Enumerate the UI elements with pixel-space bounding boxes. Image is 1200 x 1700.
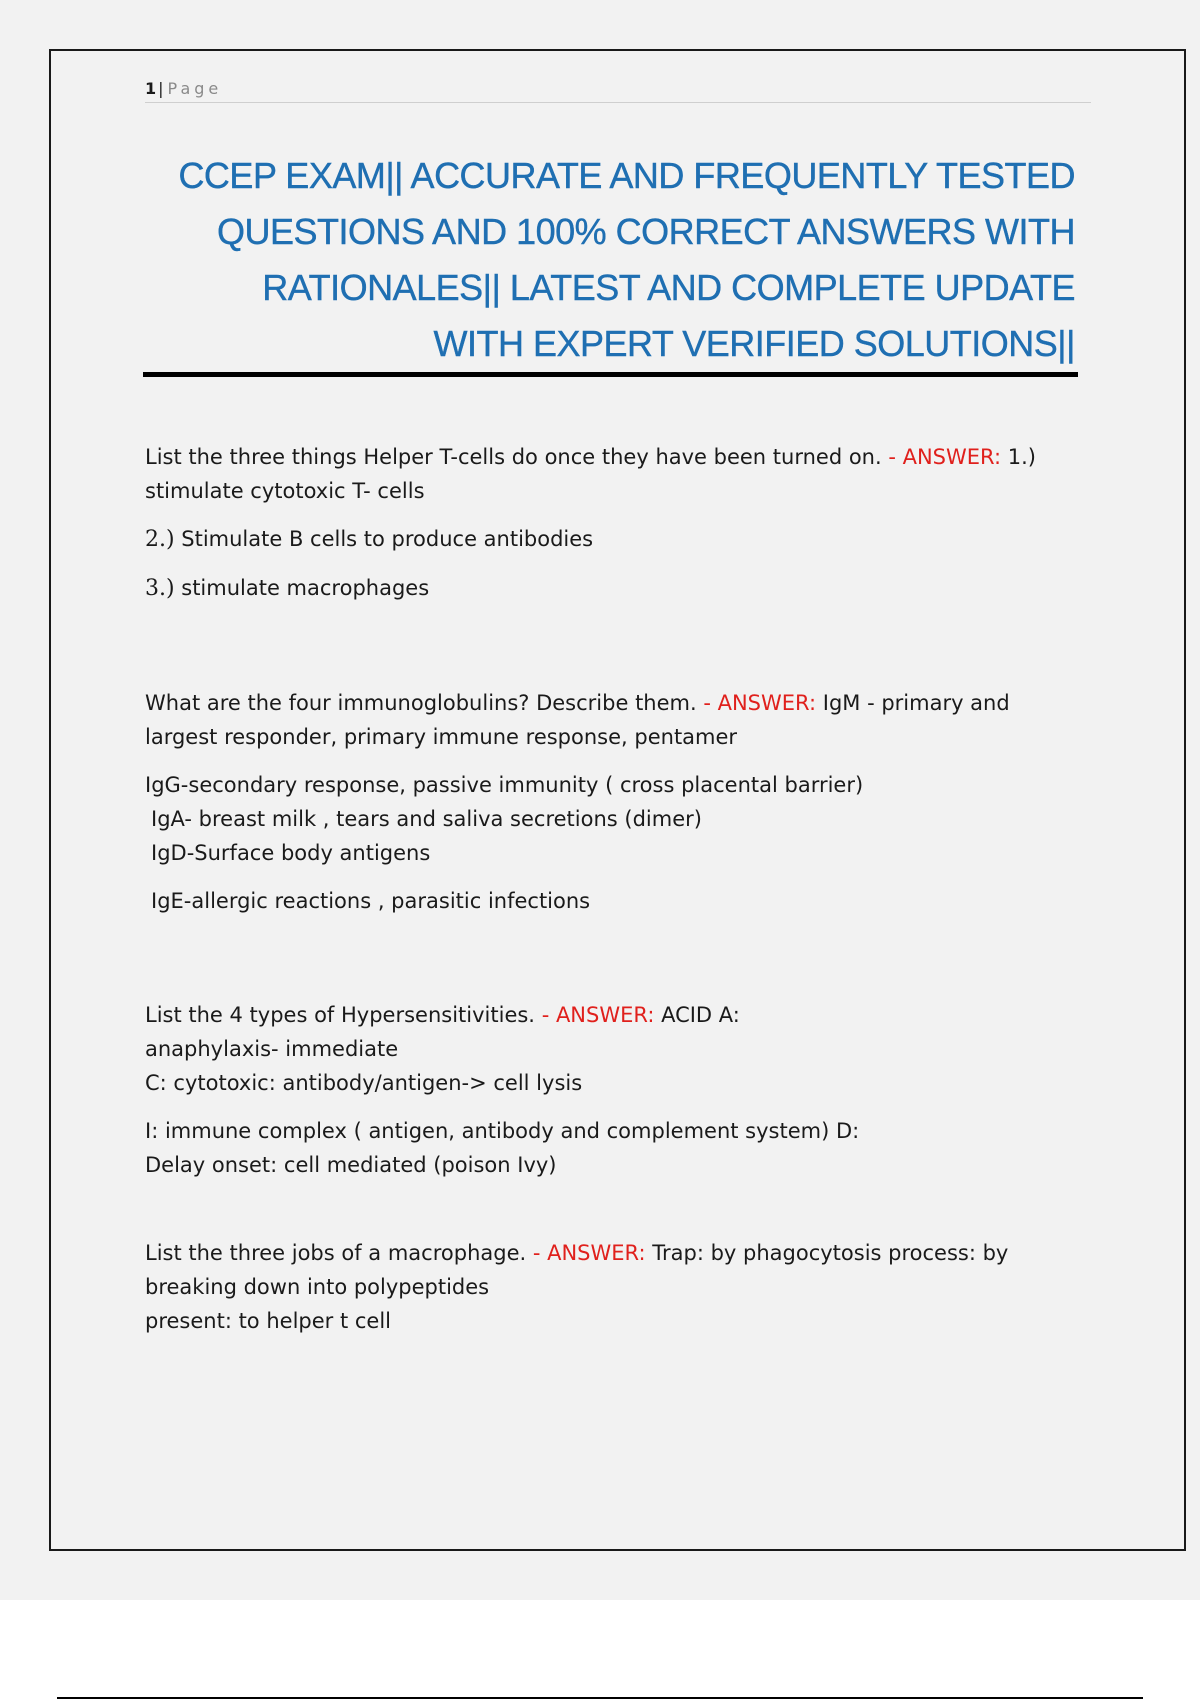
question-text xyxy=(145,686,1085,754)
question: What are the four immunoglobulins? Describe them. xyxy=(145,691,697,715)
item-text: stimulate macrophages xyxy=(174,576,430,600)
line-iga: IgA- breast milk , tears and saliva secretions (dimer) xyxy=(151,807,702,831)
answer-tag: - ANSWER: xyxy=(703,691,817,715)
title-line-4: WITH EXPERT VERIFIED SOLUTIONS|| xyxy=(433,323,1075,364)
answer-lines-igg-iga-igd xyxy=(145,768,1085,870)
answer-start: ACID A: xyxy=(654,1003,740,1027)
question: List the three things Helper T-cells do once they have been turned on. xyxy=(145,445,882,469)
answer-continued: largest responder, primary immune response, pentamer xyxy=(145,725,738,749)
answer-line-ige xyxy=(145,884,1085,918)
question-text xyxy=(145,998,1085,1100)
title-line-3: RATIONALES|| LATEST AND COMPLETE UPDATE xyxy=(262,267,1075,308)
item-text: Stimulate B cells to produce antibodies xyxy=(174,527,594,551)
answer-lines-i-d xyxy=(145,1114,1085,1182)
item-number: 3.) xyxy=(145,576,175,601)
answer-continued: breaking down into polypeptides xyxy=(145,1275,490,1299)
answer-start: 1.) xyxy=(1001,445,1036,469)
page-number: 1 xyxy=(145,79,157,98)
answer-tag: - ANSWER: xyxy=(888,445,1002,469)
page-label: Page xyxy=(167,79,223,98)
question: List the three jobs of a macrophage. xyxy=(145,1241,527,1265)
title-underline xyxy=(143,372,1078,377)
title-line-1: CCEP EXAM|| ACCURATE AND FREQUENTLY TESTED xyxy=(178,155,1075,196)
qa-block-hypersensitivities xyxy=(145,998,1085,1182)
question-text xyxy=(145,1236,1085,1338)
question: List the 4 types of Hypersensitivities. xyxy=(145,1003,535,1027)
line-c: C: cytotoxic: antibody/antigen-> cell lysis xyxy=(145,1071,583,1095)
line-d: Delay onset: cell mediated (poison Ivy) xyxy=(145,1153,557,1177)
qa-block-immunoglobulins xyxy=(145,686,1085,918)
title-line-2: QUESTIONS AND 100% CORRECT ANSWERS WITH xyxy=(217,211,1075,252)
answer-continued: stimulate cytotoxic T- cells xyxy=(145,479,425,503)
document-body xyxy=(145,440,1085,1338)
line-present: present: to helper t cell xyxy=(145,1309,392,1333)
answer-start: IgM - primary and xyxy=(816,691,1010,715)
line-i: I: immune complex ( antigen, antibody and complement system) D: xyxy=(145,1119,860,1143)
document-title xyxy=(145,148,1075,372)
qa-block-macrophage xyxy=(145,1236,1085,1338)
page-separator: | xyxy=(158,79,164,98)
question-text xyxy=(145,440,1085,508)
line-igg: IgG-secondary response, passive immunity ( cross placental barrier) xyxy=(145,773,864,797)
answer-tag: - ANSWER: xyxy=(541,1003,655,1027)
line-ige: IgE-allergic reactions , parasitic infections xyxy=(151,889,591,913)
line-a: anaphylaxis- immediate xyxy=(145,1037,399,1061)
answer-tag: - ANSWER: xyxy=(532,1241,646,1265)
answer-item-3 xyxy=(145,571,1085,606)
next-page-rule xyxy=(57,1697,1143,1699)
qa-block-helper-t-cells xyxy=(145,440,1085,606)
line-igd: IgD-Surface body antigens xyxy=(151,841,431,865)
answer-start: Trap: by phagocytosis process: by xyxy=(645,1241,1009,1265)
page-header xyxy=(145,78,1091,103)
answer-item-2 xyxy=(145,522,1085,557)
item-number: 2.) xyxy=(145,527,175,552)
